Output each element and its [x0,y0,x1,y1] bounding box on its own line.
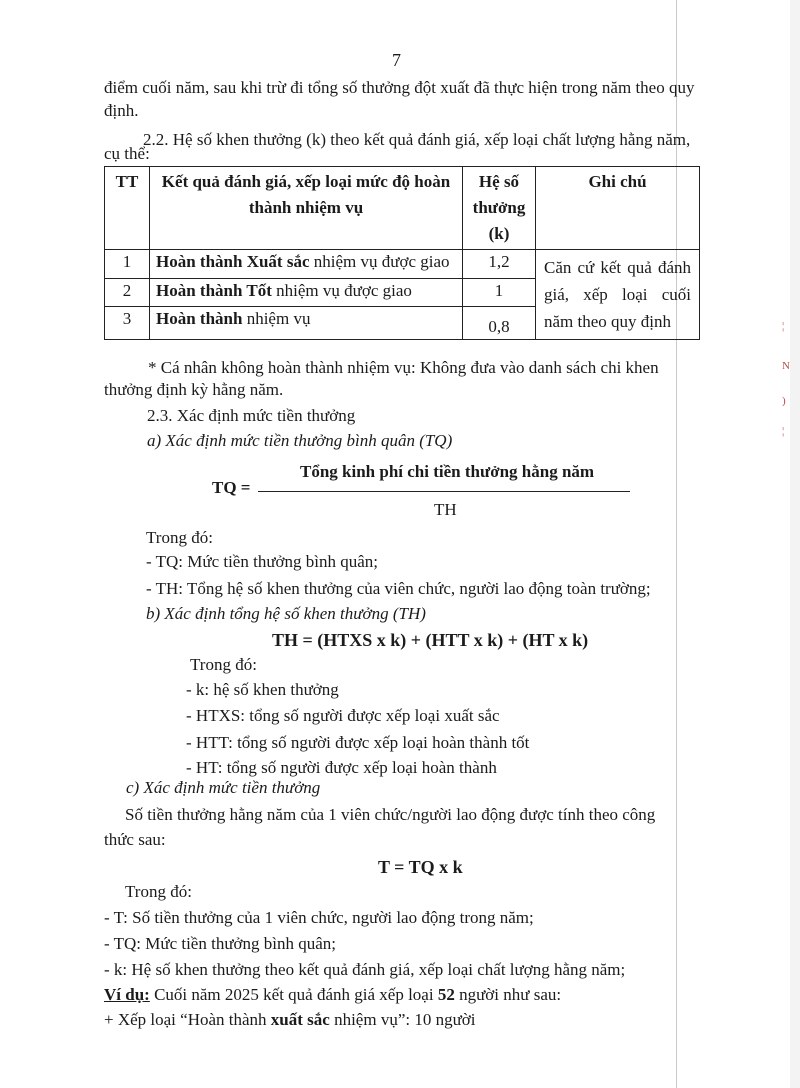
tq-numerator: Tổng kinh phí chi tiền thưởng hằng năm [300,462,595,481]
classification-line [104,1010,476,1030]
definition-line: - T: Số tiền thưởng của 1 viên chức, người lao động trong năm; [104,908,534,927]
definition-line: - HTXS: tổng số người được xếp loại xuất sắc [186,706,500,725]
header-result: Kết quả đánh giá, xếp loại mức độ hoàn thành nhiệm vụ [150,167,463,250]
row-coef: 0,8 [463,307,536,340]
tq-lhs: TQ = [212,478,251,497]
trong-do-label: Trong đó: [146,528,213,547]
t-formula: T = TQ x k [378,857,463,877]
example-text: người như sau: [454,985,562,1004]
definition-line: - TQ: Mức tiền thưởng bình quân; [146,552,379,571]
row-note: Căn cứ kết quả đánh giá, xếp loại cuối năm theo quy định [536,250,700,340]
trong-do-label: Trong đó: [190,655,257,674]
example-line [104,985,561,1005]
definition-line: - TH: Tổng hệ số khen thưởng của viên chức, người lao động toàn trường; [146,579,651,598]
example-count: 52 [437,985,455,1004]
row-result-bold: Hoàn thành [156,309,243,328]
row-result-rest: nhiệm vụ được giao [309,252,450,271]
paragraph-line: Số tiền thưởng hằng năm của 1 viên chức/người lao động được tính theo công [125,805,656,824]
section-2-3-b: b) Xác định tổng hệ số khen thưởng (TH) [146,604,426,623]
definition-line: - HTT: tổng số người được xếp loại hoàn thành tốt [186,733,530,752]
row-result [150,278,463,307]
definition-line: - k: Hệ số khen thưởng theo kết quả đánh giá, xếp loại chất lượng hằng năm; [104,960,626,979]
trong-do-label: Trong đó: [125,882,192,901]
margin-mark: N [782,360,790,372]
page-edge-line [676,0,677,1088]
row-result [150,250,463,279]
footnote-line: * Cá nhân không hoàn thành nhiệm vụ: Không đưa vào danh sách chi khen [148,358,659,377]
section-2-3-a: a) Xác định mức tiền thưởng bình quân (TQ) [147,431,453,450]
row-coef: 1 [463,278,536,307]
paragraph-line: thức sau: [104,830,166,849]
row-tt: 3 [105,307,150,340]
section-2-3-heading: 2.3. Xác định mức tiền thưởng [147,406,356,425]
section-2-3-c: c) Xác định mức tiền thưởng [126,778,321,797]
definition-line: - k: hệ số khen thưởng [186,680,339,699]
section-2-2-heading: 2.2. Hệ số khen thưởng (k) theo kết quả đánh giá, xếp loại chất lượng hằng năm, [143,130,691,149]
header-tt: TT [105,167,150,250]
row-tt: 2 [105,278,150,307]
margin-mark: ¦ [782,320,785,332]
row-result-rest: nhiệm vụ [242,309,311,328]
row-result-bold: Hoàn thành Tốt [156,280,272,300]
footnote-line: thưởng định kỳ hằng năm. [104,380,284,399]
row-result-rest: nhiệm vụ được giao [271,280,412,300]
header-note: Ghi chú [536,167,700,250]
classification-suffix: nhiệm vụ”: 10 người [329,1010,476,1029]
page-number: 7 [392,50,401,70]
margin-mark: ) [782,395,786,407]
tq-denominator: TH [434,500,457,519]
row-result [150,307,463,340]
definition-line: - TQ: Mức tiền thưởng bình quân; [104,934,337,953]
fraction-line [258,491,630,492]
example-text: Cuối năm 2025 kết quả đánh giá xếp loại [149,985,438,1004]
header-coef: Hệ số thưởng (k) [463,167,536,250]
page-edge-shadow [790,0,800,1088]
row-tt: 1 [105,250,150,279]
classification-bold: xuất sắc [270,1010,330,1029]
classification-prefix: + Xếp loại “Hoàn thành [104,1010,271,1029]
margin-mark: ¦ [782,425,785,437]
example-label: Ví dụ: [104,985,150,1004]
table-header-row [105,167,700,250]
definition-line: - HT: tổng số người được xếp loại hoàn thành [186,758,497,777]
table-row [105,250,700,279]
row-result-bold: Hoàn thành Xuất sắc [156,252,310,271]
th-formula: TH = (HTXS x k) + (HTT x k) + (HT x k) [272,630,589,650]
row-coef: 1,2 [463,250,536,279]
paragraph-line: điểm cuối năm, sau khi trừ đi tổng số thưởng đột xuất đã thực hiện trong năm theo quy [104,78,695,97]
section-2-2-line2: cụ thể: [104,144,150,163]
paragraph-line: định. [104,101,139,120]
reward-coefficient-table [104,166,700,340]
